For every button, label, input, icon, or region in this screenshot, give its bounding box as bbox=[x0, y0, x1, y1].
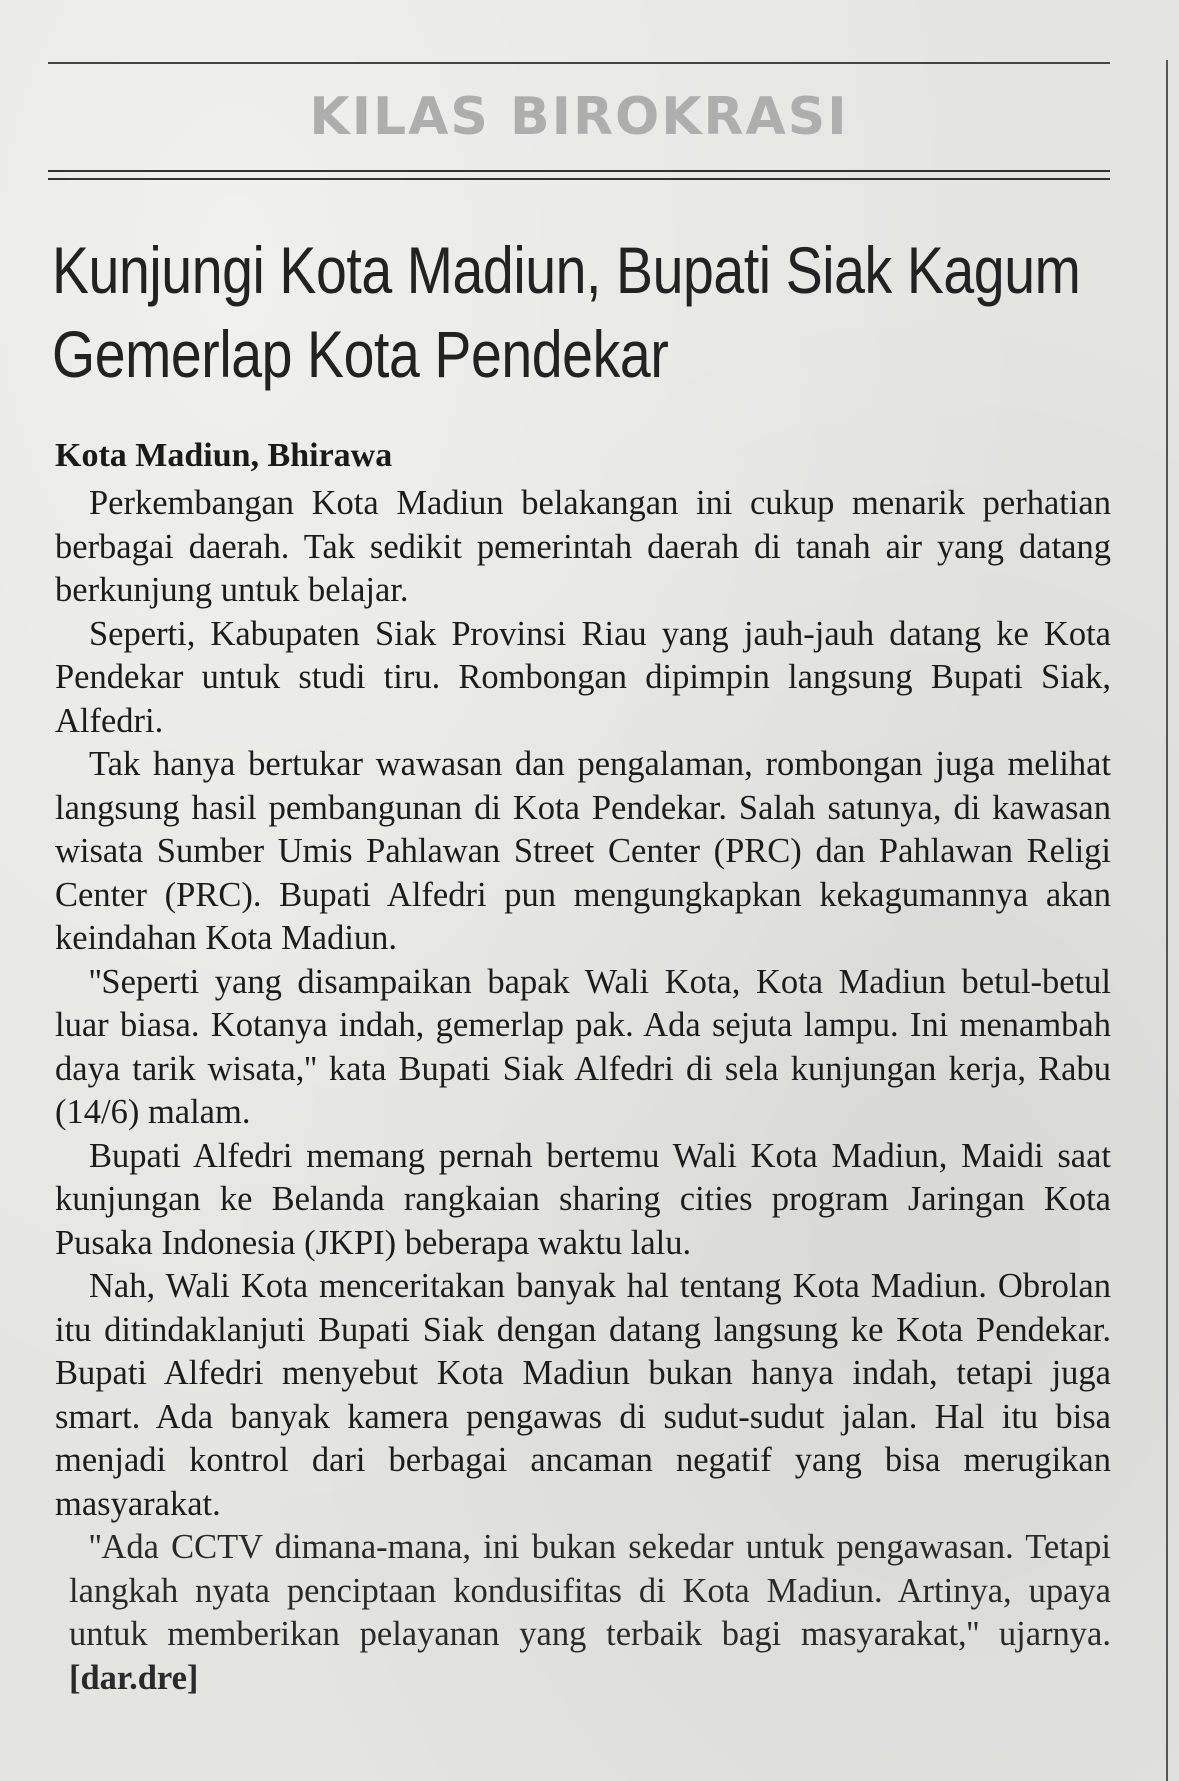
last-paragraph-text: ''Ada CCTV dimana-mana, ini bukan sekedar untuk pengawasan. Tetapi langkah nyata penciptaan kondusifitas di Kota Madiun. Artinya, upaya untuk memberikan pelayanan yang terbaik bagi masyarakat,'' ujarnya. bbox=[69, 1528, 1111, 1653]
top-rule bbox=[48, 62, 1110, 64]
article-paragraph: Tak hanya bertukar wawasan dan pengalaman, rombongan juga melihat langsung hasil pembangunan di Kota Pendekar. Salah satunya, di kawasan wisata Sumber Umis Pahlawan Street Center (PRC) dan Pahlawan Religi Center (PRC). Bupati Alfedri pun mengungkapkan kekagumannya akan keindahan Kota Madiun. bbox=[55, 745, 1111, 957]
article-paragraph-last bbox=[55, 1526, 1111, 1700]
article-paragraph: Seperti, Kabupaten Siak Provinsi Riau yang jauh-jauh datang ke Kota Pendekar untuk studi tiru. Rombongan dipimpin langsung Bupati Siak, Alfedri. bbox=[55, 614, 1111, 740]
headline: Kunjungi Kota Madiun, Bupati Siak Kagum Gemerlap Kota Pendekar bbox=[52, 233, 1081, 391]
article-body bbox=[55, 482, 1111, 1700]
article-paragraph: ''Seperti yang disampaikan bapak Wali Kota, Kota Madiun betul-betul luar biasa. Kotanya indah, gemerlap pak. Ada sejuta lampu. Ini menambah daya tarik wisata,'' kata Bupati Siak Alfedri di sela kunjungan kerja, Rabu (14/6) malam. bbox=[55, 962, 1111, 1131]
article-paragraph: Bupati Alfedri memang pernah bertemu Wali Kota Madiun, Maidi saat kunjungan ke Belanda rangkaian sharing cities program Jaringan Kota Pusaka Indonesia (JKPI) beberapa waktu lalu. bbox=[55, 1136, 1111, 1262]
article-paragraph: Perkembangan Kota Madiun belakangan ini cukup menarik perhatian berbagai daerah. Tak sedikit pemerintah daerah di tanah air yang datang berkunjung untuk belajar. bbox=[55, 484, 1111, 609]
section-rubric: KILAS BIROKRASI bbox=[309, 87, 849, 147]
dateline: Kota Madiun, Bhirawa bbox=[55, 437, 393, 474]
rubric-double-rule bbox=[48, 170, 1110, 180]
author-credit: [dar.dre] bbox=[69, 1658, 199, 1697]
column-rule bbox=[1166, 60, 1168, 1781]
article-paragraph: Nah, Wali Kota menceritakan banyak hal tentang Kota Madiun. Obrolan itu ditindaklanjuti Bupati Siak dengan datang langsung ke Kota Pendekar. Bupati Alfedri menyebut Kota Madiun bukan hanya indah, tetapi juga smart. Ada banyak kamera pengawas di sudut-sudut jalan. Hal itu bisa menjadi kontrol dari berbagai ancaman negatif yang bisa merugikan masyarakat. bbox=[55, 1267, 1111, 1523]
